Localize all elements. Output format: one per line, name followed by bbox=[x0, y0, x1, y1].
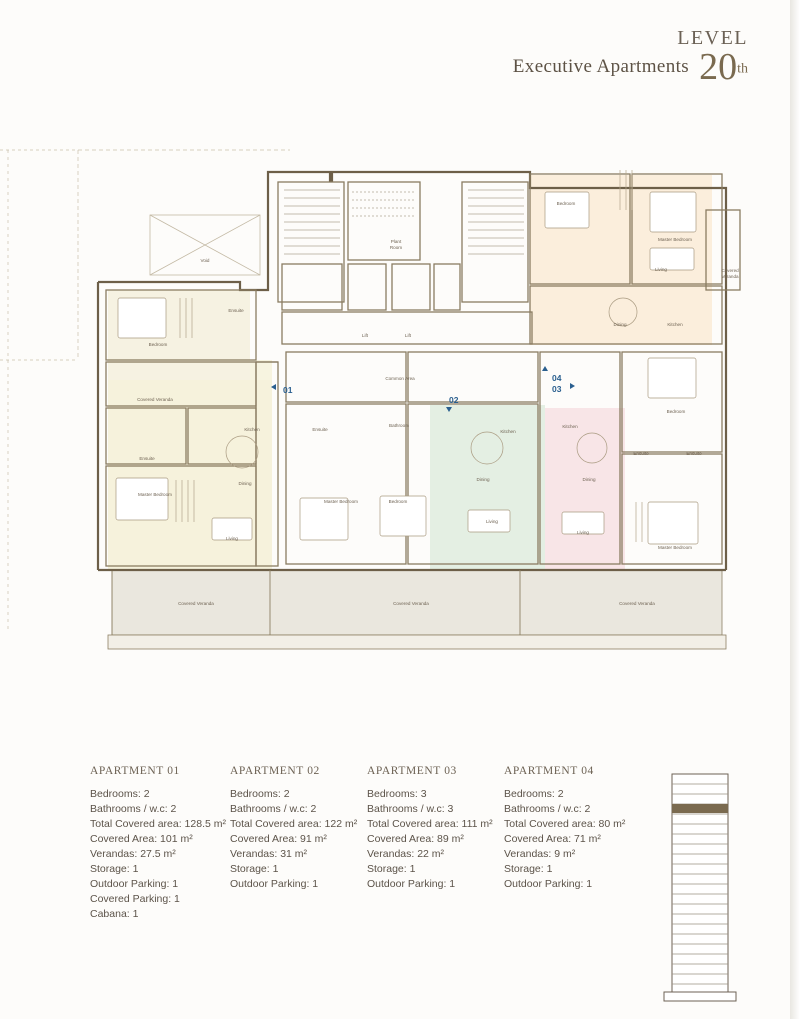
room-label: Living bbox=[654, 267, 668, 272]
room-label: Covered Veranda bbox=[393, 601, 429, 606]
svg-text:01: 01 bbox=[283, 385, 293, 395]
apartment-verandas: Verandas: 9 m² bbox=[504, 848, 576, 860]
room-label: Lift bbox=[404, 333, 412, 338]
level-number: 20 bbox=[699, 46, 738, 88]
room-label: Dining bbox=[582, 477, 596, 482]
apartment-title: APARTMENT 04 bbox=[504, 765, 594, 777]
room-label: Veranda bbox=[721, 274, 739, 279]
svg-text:02: 02 bbox=[449, 395, 459, 405]
room-label: Ensuite bbox=[139, 456, 155, 461]
room-label: Kitchen bbox=[500, 429, 516, 434]
room-label: Master Bedroom bbox=[658, 545, 692, 550]
room-label: Covered Veranda bbox=[137, 397, 173, 402]
room-label: Kitchen bbox=[562, 424, 578, 429]
apartment-bedrooms: Bedrooms: 2 bbox=[230, 788, 290, 800]
apartment-outdoor-parking: Outdoor Parking: 1 bbox=[367, 878, 456, 890]
page-header bbox=[512, 27, 748, 88]
room-label: Dining bbox=[613, 322, 627, 327]
room-label: Ensuite bbox=[686, 451, 702, 456]
svg-text:03: 03 bbox=[552, 384, 562, 394]
room-label: Common Area bbox=[385, 376, 415, 381]
apartment-bedrooms: Bedrooms: 2 bbox=[504, 788, 564, 800]
unit-marker-04[interactable] bbox=[542, 366, 562, 383]
room-label: Living bbox=[576, 530, 590, 535]
apartment-storage: Storage: 1 bbox=[504, 863, 553, 875]
room-label: Void bbox=[200, 258, 210, 263]
apartment-storage: Storage: 1 bbox=[230, 863, 279, 875]
room-label: Room bbox=[389, 245, 403, 250]
page-edge-shadow bbox=[790, 0, 800, 1019]
apartment-verandas: Verandas: 27.5 m² bbox=[90, 848, 176, 860]
room-label: Master Bedroom bbox=[658, 237, 692, 242]
room-label: Living bbox=[225, 536, 239, 541]
apartment-summary-03 bbox=[367, 765, 504, 922]
apartment-summaries bbox=[90, 765, 690, 922]
unit-marker-01[interactable] bbox=[271, 384, 293, 395]
apartment-bedrooms: Bedrooms: 2 bbox=[90, 788, 150, 800]
apartment-storage: Storage: 1 bbox=[90, 863, 139, 875]
apartment-covered-area: Covered Area: 71 m² bbox=[504, 833, 601, 845]
apartment-bedrooms: Bedrooms: 3 bbox=[367, 788, 427, 800]
room-label: Bathroom bbox=[389, 423, 409, 428]
room-label: Kitchen bbox=[667, 322, 683, 327]
covered-veranda-strip bbox=[108, 570, 726, 649]
apartment-covered-area: Covered Area: 89 m² bbox=[367, 833, 464, 845]
level-word: LEVEL bbox=[677, 27, 748, 49]
room-label: Covered Veranda bbox=[178, 601, 214, 606]
room-label: Bedroom bbox=[388, 499, 408, 504]
room-label: Ensuite bbox=[633, 451, 649, 456]
room-label: Living bbox=[485, 519, 499, 524]
apartment-total-covered-area: Total Covered area: 111 m² bbox=[367, 818, 493, 830]
apartment-storage: Storage: 1 bbox=[367, 863, 416, 875]
apartment-total-covered-area: Total Covered area: 80 m² bbox=[504, 818, 626, 830]
apartment-bathrooms: Bathrooms / w.c: 2 bbox=[504, 803, 591, 815]
room-label: Master Bedroom bbox=[138, 492, 172, 497]
room-label: Ensuite bbox=[228, 308, 244, 313]
apartment-summary-02 bbox=[230, 765, 367, 922]
room-label: Bedroom bbox=[666, 409, 686, 414]
apartment-bathrooms: Bathrooms / w.c: 3 bbox=[367, 803, 454, 815]
apartment-outdoor-parking: Outdoor Parking: 1 bbox=[504, 878, 593, 890]
apartment-title: APARTMENT 02 bbox=[230, 765, 320, 777]
apartment-summary-01 bbox=[90, 765, 230, 922]
apartment-title: APARTMENT 01 bbox=[90, 765, 180, 777]
tower-diagram bbox=[660, 770, 740, 1010]
tower-highlight-floor bbox=[672, 804, 728, 813]
apartment-bathrooms: Bathrooms / w.c: 2 bbox=[90, 803, 177, 815]
room-label: Bedroom bbox=[148, 342, 168, 347]
apartment-covered-area: Covered Area: 101 m² bbox=[90, 833, 193, 845]
apartment-total-covered-area: Total Covered area: 122 m² bbox=[230, 818, 358, 830]
stairs bbox=[284, 190, 524, 254]
room-label: Kitchen bbox=[244, 427, 260, 432]
apartment-bathrooms: Bathrooms / w.c: 2 bbox=[230, 803, 317, 815]
room-label: Plant bbox=[390, 239, 402, 244]
void-box bbox=[150, 215, 260, 275]
room-label: Ensuite bbox=[312, 427, 328, 432]
apartment-outdoor-parking: Outdoor Parking: 1 bbox=[230, 878, 319, 890]
room-label: Lift bbox=[361, 333, 369, 338]
apartment-covered-parking: Covered Parking: 1 bbox=[90, 893, 180, 905]
apartment-summary-04 bbox=[504, 765, 641, 922]
room-label: Dining bbox=[476, 477, 490, 482]
apartment-title: APARTMENT 03 bbox=[367, 765, 457, 777]
room-label: Covered Veranda bbox=[619, 601, 655, 606]
apartment-verandas: Verandas: 31 m² bbox=[230, 848, 308, 860]
room-label: Dining bbox=[238, 481, 252, 486]
room-label: Master Bedroom bbox=[324, 499, 358, 504]
svg-text:04: 04 bbox=[552, 373, 562, 383]
page-title: Executive Apartments bbox=[512, 56, 690, 78]
floorplan-drawing bbox=[0, 130, 790, 670]
room-label: Bedroom bbox=[556, 201, 576, 206]
unit-marker-03[interactable] bbox=[552, 383, 575, 394]
apartment-covered-area: Covered Area: 91 m² bbox=[230, 833, 327, 845]
level-number-group bbox=[699, 46, 748, 88]
apartment-outdoor-parking: Outdoor Parking: 1 bbox=[90, 878, 179, 890]
level-suffix: th bbox=[737, 61, 748, 77]
apartment-cabana: Cabana: 1 bbox=[90, 908, 139, 920]
apartment-total-covered-area: Total Covered area: 128.5 m² bbox=[90, 818, 226, 830]
apartment-verandas: Verandas: 22 m² bbox=[367, 848, 445, 860]
room-label: Covered bbox=[721, 268, 739, 273]
